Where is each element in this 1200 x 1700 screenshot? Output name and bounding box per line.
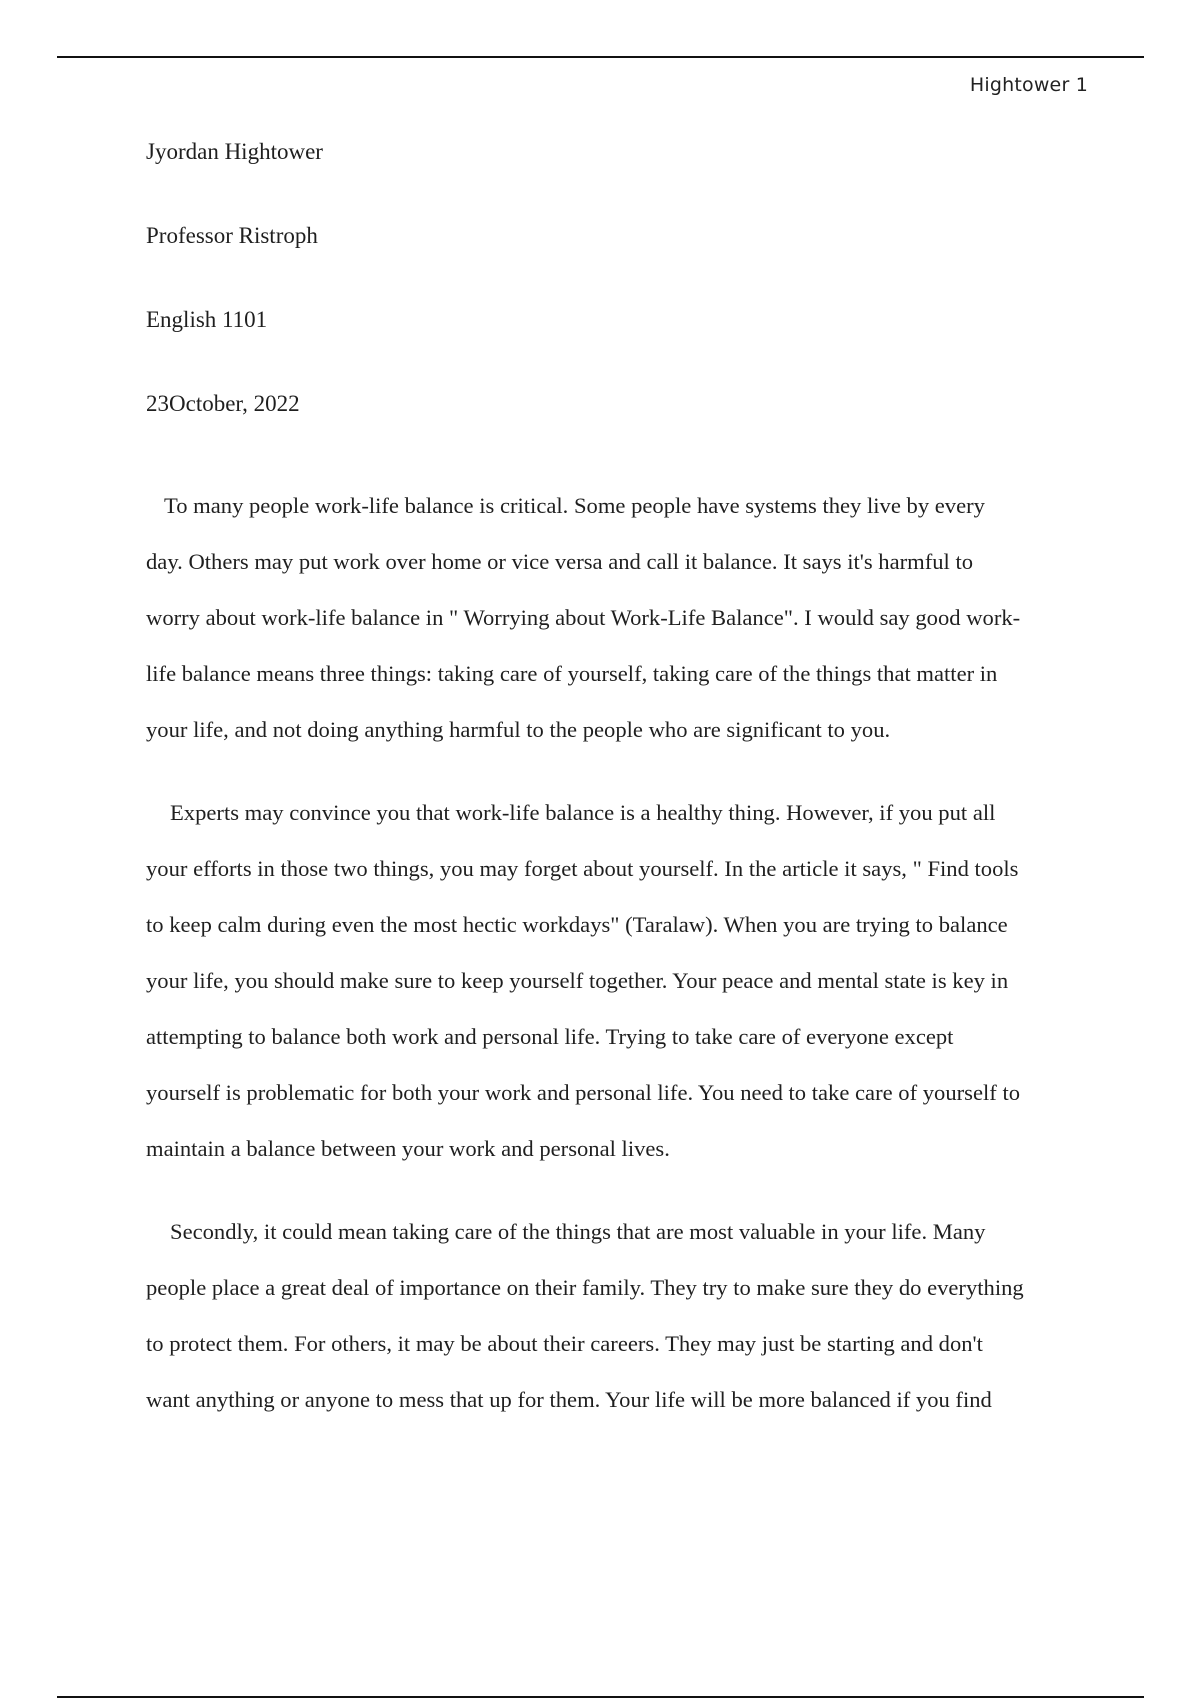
paragraph-line: maintain a balance between your work and personal lives.: [146, 1136, 670, 1161]
paragraph-line: to keep calm during even the most hectic workdays" (Taralaw). When you are trying to balance: [146, 912, 1008, 937]
paragraph-line: To many people work-life balance is critical. Some people have systems they live by every: [164, 493, 985, 518]
paragraph-line: Experts may convince you that work-life balance is a healthy thing. However, if you put all: [170, 800, 996, 825]
essay-body: [146, 478, 1088, 1455]
paragraph-line: to protect them. For others, it may be about their careers. They may just be starting and don't: [146, 1331, 983, 1356]
paragraph-line: attempting to balance both work and personal life. Trying to take care of everyone except: [146, 1024, 954, 1049]
paragraph-line: Secondly, it could mean taking care of the things that are most valuable in your life. Many: [170, 1219, 986, 1244]
paragraph-line: your life, and not doing anything harmful to the people who are significant to you.: [146, 717, 891, 742]
running-head: Hightower 1: [969, 74, 1088, 96]
course-name: English 1101: [146, 307, 268, 332]
paragraph-line: your life, you should make sure to keep yourself together. Your peace and mental state is key in: [146, 968, 1009, 993]
paragraph-line: life balance means three things: taking care of yourself, taking care of the things that matter in: [146, 661, 998, 686]
student-name: Jyordan Hightower: [146, 139, 323, 164]
paragraph-line: people place a great deal of importance on their family. They try to make sure they do everything: [146, 1275, 1024, 1300]
paragraph-1: [146, 478, 1088, 758]
paragraph-line: worry about work-life balance in " Worrying about Work-Life Balance". I would say good work-: [146, 605, 1021, 630]
essay-date: 23October, 2022: [146, 391, 300, 416]
paragraph-2: [146, 785, 1088, 1177]
paragraph-line: day. Others may put work over home or vice versa and call it balance. It says it's harmful to: [146, 549, 974, 574]
paragraph-3: [146, 1204, 1088, 1428]
mla-heading: [146, 140, 1086, 476]
paragraph-line: want anything or anyone to mess that up for them. Your life will be more balanced if you find: [146, 1387, 992, 1412]
page-top-rule: [57, 56, 1144, 58]
page-bottom-rule: [57, 1696, 1144, 1698]
professor-name: Professor Ristroph: [146, 223, 318, 248]
paragraph-line: yourself is problematic for both your work and personal life. You need to take care of yourself to: [146, 1080, 1021, 1105]
paragraph-line: your efforts in those two things, you may forget about yourself. In the article it says, " Find tools: [146, 856, 1019, 881]
